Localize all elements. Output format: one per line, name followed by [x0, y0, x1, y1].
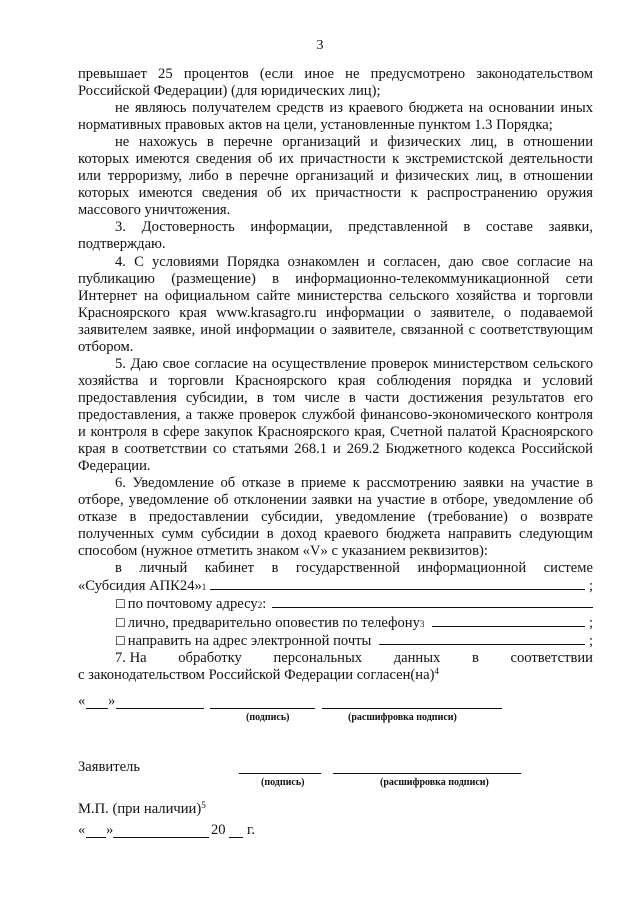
stamp-date-close: » — [106, 822, 114, 838]
email-checkbox-icon[interactable]: ☐ — [115, 633, 126, 648]
sig1-signature-field[interactable] — [210, 708, 315, 709]
post-checkbox-icon[interactable]: ☐ — [115, 597, 126, 612]
paragraph-publication-consent: 4. С условиями Порядка ознакомлен и согласен, даю свое согласие на публикацию (размещение) в информационно-телекоммуникационной сети Интернет на официальном сайте министерства сельского хозяйства и торговли Красноярского края www.krasagro.ru информации о заявителе, о подаваемой заявителем заявке, иной информации о заявителе, связанной с соответствующим отбором. — [78, 253, 593, 355]
option-cabinet-line1: в личный кабинет в государственной информационной системе — [115, 560, 593, 577]
stamp-month-field[interactable] — [113, 837, 209, 838]
paragraph-not-recipient: не являюсь получателем средств из краевого бюджета на основании иных нормативных правовых актов на цели, установленные пунктом 1.3 Порядка; — [78, 100, 593, 134]
applicant-caption-decode: (расшифровка подписи) — [380, 777, 489, 788]
option-cabinet-line2: «Субсидия АПК24» 1 ; — [78, 578, 593, 595]
sig1-decode-field[interactable] — [322, 708, 502, 709]
consent-line1: 7. На обработку персональных данных в соответствии — [115, 649, 593, 666]
consent-line2: с законодательством Российской Федерации согласен(на)$^4$ — [78, 665, 439, 683]
option-post: ☐ по почтовому адресу 2 : — [78, 595, 593, 613]
sig1-date-close: » — [108, 693, 116, 709]
paragraph-notification-method: 6. Уведомление об отказе в приеме к рассмотрению заявки на участие в отборе, уведомление об отклонении заявки на участие в отборе, уведомление об отказе в предоставлении субсидии, уведомление (требование) о возврате полученных сумм субсидии в доход краевого бюджета направить следующим способом (нужное отметить знаком «V» с указанием реквизитов): — [78, 475, 593, 560]
post-address-field[interactable] — [272, 595, 593, 608]
stamp-year-prefix: 20 — [211, 822, 226, 838]
phone-field[interactable] — [432, 614, 585, 627]
applicant-label: Заявитель — [78, 759, 140, 775]
paragraph-not-in-list: не нахожусь в перечне организаций и физических лиц, в отношении которых имеются сведения об их причастности к экстремистской деятельности или терроризму, либо в перечне организаций и физических лиц, в отношении которых имеются сведения об их причастности к распространению оружия массового уничтожения. — [78, 134, 593, 219]
option-phone: ☐ лично, предварительно оповестив по телефону 3 ; — [115, 614, 593, 631]
stamp-label: М.П. (при наличии)$^5$ — [78, 800, 206, 817]
stamp-year-suffix: г. — [247, 822, 255, 838]
paragraph-reliability: 3. Достоверность информации, представленной в составе заявки, подтверждаю. — [78, 219, 593, 253]
document-body — [78, 66, 593, 684]
sig1-caption-sign: (подпись) — [246, 712, 290, 723]
applicant-caption-sign: (подпись) — [261, 777, 305, 788]
sig1-date-open: « — [78, 693, 86, 709]
sig1-month-field[interactable] — [116, 708, 204, 709]
sig1-day-field[interactable] — [86, 708, 108, 709]
page-number: 3 — [316, 38, 324, 53]
cabinet-field[interactable] — [210, 577, 585, 590]
applicant-signature-field[interactable] — [239, 773, 321, 774]
option-email: ☐ направить на адрес электронной почты ; — [115, 632, 593, 649]
phone-checkbox-icon[interactable]: ☐ — [115, 615, 126, 630]
stamp-year-field[interactable] — [229, 837, 243, 838]
email-field[interactable] — [379, 632, 585, 645]
stamp-date-open: « — [78, 822, 86, 838]
paragraph-threshold: превышает 25 процентов (если иное не предусмотрено законодательством Российской Федерации) (для юридических лиц); — [78, 66, 593, 100]
applicant-decode-field[interactable] — [333, 773, 521, 774]
sig1-caption-decode: (расшифровка подписи) — [348, 712, 457, 723]
stamp-day-field[interactable] — [86, 837, 106, 838]
paragraph-inspection-consent: 5. Даю свое согласие на осуществление проверок министерством сельского хозяйства и торговли Красноярского края соблюдения порядка и условий предоставления субсидии, в том числе в части достижения результатов его предоставления, а также проверок службой финансово-экономического контроля и контроля в сфере закупок Красноярского края, Счетной палатой Красноярского края в соответствии со статьями 268.1 и 269.2 Бюджетного кодекса Российской Федерации. — [78, 355, 593, 475]
